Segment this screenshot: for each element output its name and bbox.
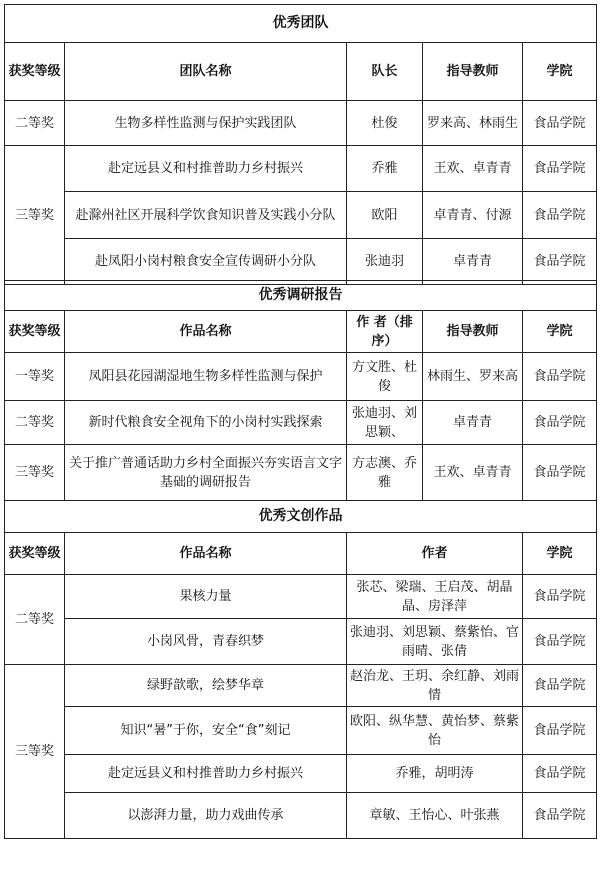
- header-college: 学院: [523, 43, 597, 101]
- college: 食品学院: [523, 401, 597, 445]
- college: 食品学院: [523, 665, 597, 707]
- header-name: 作品名称: [65, 533, 347, 575]
- author: 方志澳、乔雅: [347, 445, 423, 501]
- award-rank: 一等奖: [5, 353, 65, 401]
- advisor: 林雨生、罗来高: [423, 353, 523, 401]
- work-name: 知识“暑”于你，安全“食”刻记: [65, 707, 347, 755]
- advisor: 卓青青: [423, 239, 523, 285]
- college: 食品学院: [523, 101, 597, 146]
- work-name: 赴定远县义和村推普助力乡村振兴: [65, 755, 347, 793]
- report-name: 关于推广普通话助力乡村全面振兴夯实语言文字基础的调研报告: [65, 445, 347, 501]
- header-college: 学院: [523, 311, 597, 353]
- team-name: 赴凤阳小岗村粮食安全宣传调研小分队: [65, 239, 347, 285]
- author: 乔雅，胡明涛: [347, 755, 523, 793]
- award-rank: 三等奖: [5, 665, 65, 839]
- award-rank: 二等奖: [5, 401, 65, 445]
- table-row: [5, 101, 597, 146]
- header-name: 团队名称: [65, 43, 347, 101]
- creative-award-table: [4, 500, 597, 839]
- team-name: 赴滁州社区开展科学饮食知识普及实践小分队: [65, 192, 347, 239]
- advisor: 王欢、卓青青: [423, 445, 523, 501]
- college: 食品学院: [523, 619, 597, 665]
- captain: 欧阳: [347, 192, 423, 239]
- header-rank: 获奖等级: [5, 533, 65, 575]
- work-name: 果核力量: [65, 575, 347, 619]
- author: 赵治龙、王玥、余红静、刘雨情: [347, 665, 523, 707]
- table-row: [5, 575, 597, 619]
- author: 欧阳、纵华慧、黄怡梦、蔡紫怡: [347, 707, 523, 755]
- header-advisor: 指导教师: [423, 43, 523, 101]
- advisor: 卓青青、付源: [423, 192, 523, 239]
- author: 方文胜、杜俊: [347, 353, 423, 401]
- table-row: [5, 665, 597, 707]
- section-title: 优秀团队: [5, 5, 597, 43]
- table-row: [5, 239, 597, 285]
- table-row: [5, 192, 597, 239]
- college: 食品学院: [523, 353, 597, 401]
- work-name: 以澎湃力量，助力戏曲传承: [65, 793, 347, 839]
- college: 食品学院: [523, 755, 597, 793]
- work-name: 绿野歆歌，绘梦华章: [65, 665, 347, 707]
- team-award-table: [4, 4, 597, 285]
- header-person: 作者: [347, 533, 523, 575]
- author: 章敏、王怡心、叶张燕: [347, 793, 523, 839]
- college: 食品学院: [523, 146, 597, 192]
- report-award-table: [4, 280, 597, 501]
- college: 食品学院: [523, 445, 597, 501]
- table-row: [5, 353, 597, 401]
- team-name: 生物多样性监测与保护实践团队: [65, 101, 347, 146]
- college: 食品学院: [523, 707, 597, 755]
- captain: 乔雅: [347, 146, 423, 192]
- college: 食品学院: [523, 793, 597, 839]
- captain: 杜俊: [347, 101, 423, 146]
- college: 食品学院: [523, 575, 597, 619]
- college: 食品学院: [523, 239, 597, 285]
- table-row: [5, 619, 597, 665]
- header-person: 队长: [347, 43, 423, 101]
- college: 食品学院: [523, 192, 597, 239]
- header-advisor: 指导教师: [423, 311, 523, 353]
- captain: 张迪羽: [347, 239, 423, 285]
- report-name: 凤阳县花园湖湿地生物多样性监测与保护: [65, 353, 347, 401]
- table-row: [5, 793, 597, 839]
- header-college: 学院: [523, 533, 597, 575]
- advisor: 王欢、卓青青: [423, 146, 523, 192]
- award-rank: 三等奖: [5, 146, 65, 285]
- author: 张迪羽、刘思颖、: [347, 401, 423, 445]
- section-title: 优秀调研报告: [5, 281, 597, 311]
- team-name: 赴定远县义和村推普助力乡村振兴: [65, 146, 347, 192]
- author: 张芯、梁瑞、王启茂、胡晶晶、房泽萍: [347, 575, 523, 619]
- award-rank: 三等奖: [5, 445, 65, 501]
- header-rank: 获奖等级: [5, 311, 65, 353]
- award-rank: 二等奖: [5, 575, 65, 665]
- header-rank: 获奖等级: [5, 43, 65, 101]
- award-rank: 二等奖: [5, 101, 65, 146]
- table-row: [5, 401, 597, 445]
- table-row: [5, 146, 597, 192]
- table-row: [5, 707, 597, 755]
- table-row: [5, 445, 597, 501]
- advisor: 卓青青: [423, 401, 523, 445]
- author: 张迪羽、刘思颖、蔡紫怡、官雨晴、张倩: [347, 619, 523, 665]
- table-row: [5, 755, 597, 793]
- report-name: 新时代粮食安全视角下的小岗村实践探索: [65, 401, 347, 445]
- advisor: 罗来高、林雨生: [423, 101, 523, 146]
- work-name: 小岗风骨，青春织梦: [65, 619, 347, 665]
- section-title: 优秀文创作品: [5, 501, 597, 533]
- header-name: 作品名称: [65, 311, 347, 353]
- header-person: 作 者（排序）: [347, 311, 423, 353]
